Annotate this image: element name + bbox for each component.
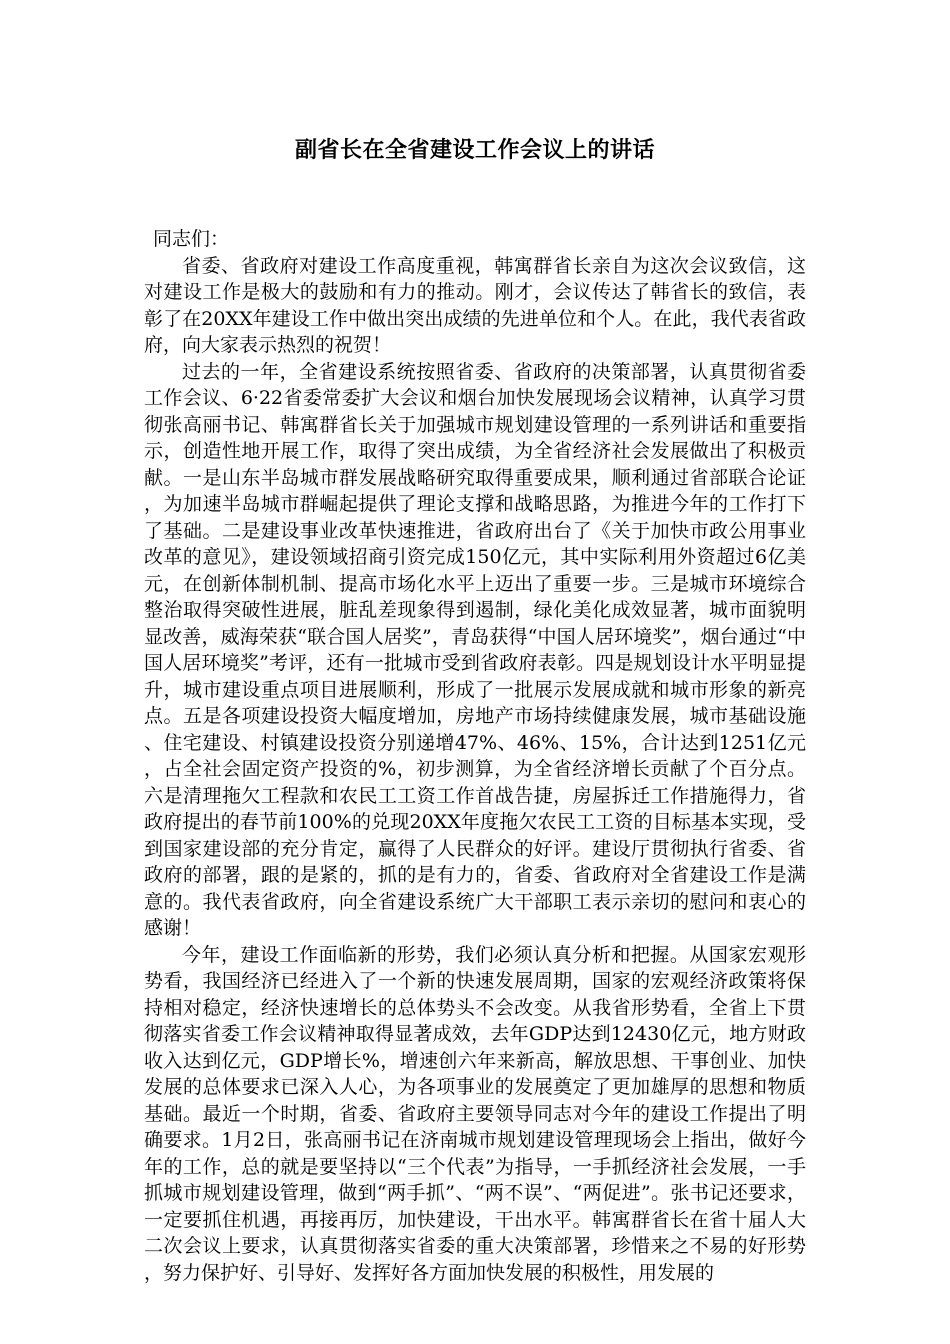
paragraph: 过去的一年，全省建设系统按照省委、省政府的决策部署，认真贯彻省委工作会议、6·22省委常委扩大会议和烟台加快发展现场会议精神，认真学习贯彻张高丽书记、韩寓群省长关于加强城市规划建设管理的一系列讲话和重要指示，创造性地开展工作，取得了突出成绩，为全省经济社会发展做出了积极贡献。一是山东半岛城市群发展战略研究取得重要成果，顺利通过省部联合论证，为加速半岛城市群崛起提供了理论支撑和战略思路，为推进今年的工作打下了基础。二是建设事业改革快速推进，省政府出台了《关于加快市政公用事业改革的意见》，建设领域招商引资完成150亿元，其中实际利用外资超过6亿美元，在创新体制机制、提高市场化水平上迈出了重要一步。三是城市环境综合整治取得突破性进展，脏乱差现象得到遏制，绿化美化成效显著，城市面貌明显改善，威海荣获“联合国人居奖”，青岛获得“中国人居环境奖”，烟台通过“中国人居环境奖”考评，还有一批城市受到省政府表彰。四是规划设计水平明显提升，城市建设重点项目进展顺利，形成了一批展示发展成就和城市形象的新亮点。五是各项建设投资大幅度增加，房地产市场持续健康发展，城市基础设施、住宅建设、村镇建设投资分别递增47%、46%、15%，合计达到1251亿元，占全社会固定资产投资的%，初步测算，为全省经济增长贡献了个百分点。六是清理拖欠工程款和农民工工资工作首战告捷，房屋拆迁工作措施得力，省政府提出的春节前100%的兑现20XX年度拖欠农民工工资的目标基本实现，受到国家建设部的充分肯定，赢得了人民群众的好评。建设厅贯彻执行省委、省政府的部署，跟的是紧的，抓的是有力的，省委、省政府对全省建设工作是满意的。我代表省政府，向全省建设系统广大干部职工表示亲切的慰问和衷心的感谢！: [144, 360, 806, 939]
document-title: 副省长在全省建设工作会议上的讲话: [294, 138, 655, 163]
document-body: [144, 226, 806, 1286]
salutation: 同志们：: [153, 228, 230, 250]
paragraph: 今年，建设工作面临新的形势，我们必须认真分析和把握。从国家宏观形势看，我国经济已经进入了一个新的快速发展周期，国家的宏观经济政策将保持相对稳定，经济快速增长的总体势头不会改变。从我省形势看，全省上下贯彻落实省委工作会议精神取得显著成效，去年GDP达到12430亿元，地方财政收入达到亿元，GDP增长%，增速创六年来新高，解放思想、干事创业、加快发展的总体要求已深入人心，为各项事业的发展奠定了更加雄厚的思想和物质基础。最近一个时期，省委、省政府主要领导同志对今年的建设工作提出了明确要求。1月2日，张高丽书记在济南城市规划建设管理现场会上指出，做好今年的工作，总的就是要坚持以“三个代表”为指导，一手抓经济社会发展，一手抓城市规划建设管理，做到“两手抓”、“两不误”、“两促进”。张书记还要求，一定要抓住机遇，再接再厉，加快建设，干出水平。韩寓群省长在省十届人大二次会议上要求，认真贯彻落实省委的重大决策部署，珍惜来之不易的好形势，努力保护好、引导好、发挥好各方面加快发展的积极性，用发展的: [144, 943, 806, 1284]
paragraph: 省委、省政府对建设工作高度重视，韩寓群省长亲自为这次会议致信，这对建设工作是极大的鼓励和有力的推动。刚才，会议传达了韩省长的致信，表彰了在20XX年建设工作中做出突出成绩的先进单位和个人。在此，我代表省政府，向大家表示热烈的祝贺！: [144, 254, 806, 356]
